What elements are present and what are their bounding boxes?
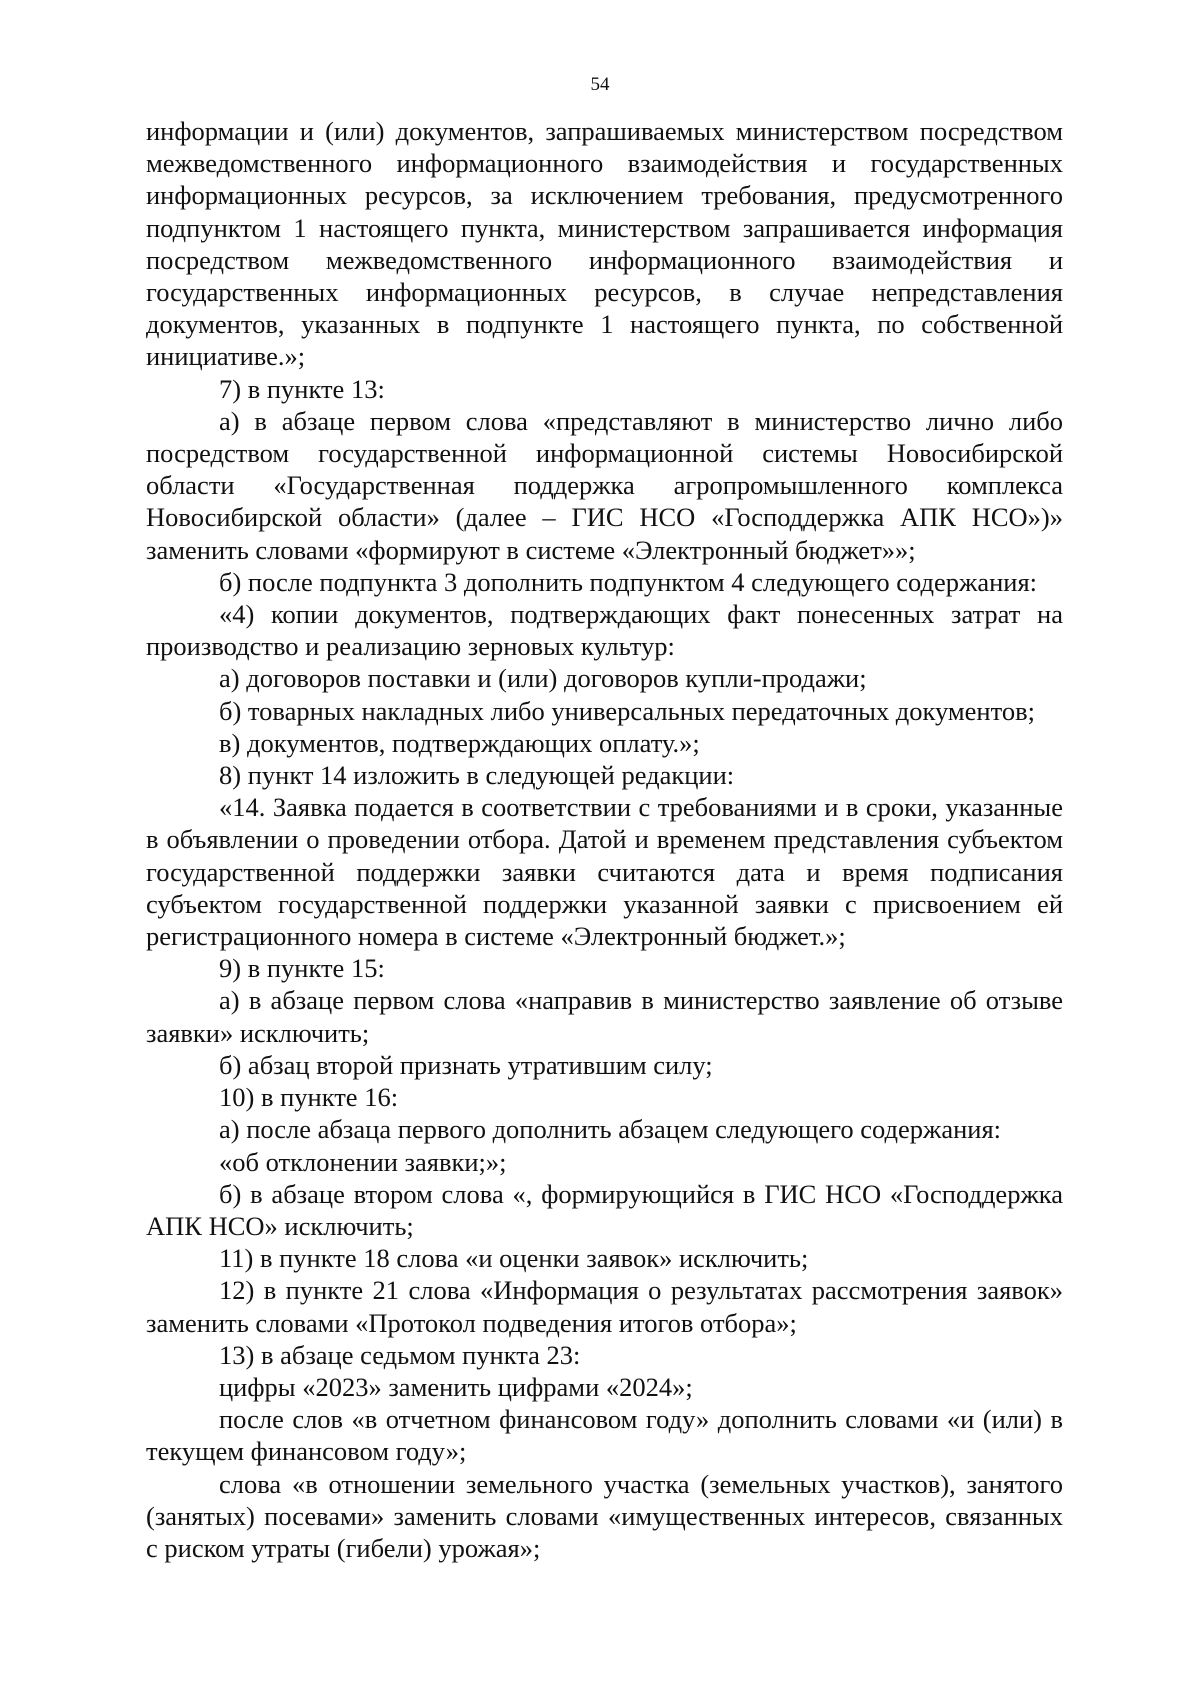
paragraph-item-9: 9) в пункте 15: bbox=[219, 953, 385, 984]
paragraph-quote-4: «4) копии документов, подтверждающих факт понесенных затрат на производство и реализацию зерновых культур: bbox=[146, 599, 1063, 662]
document-body bbox=[146, 115, 1063, 1564]
paragraph-quote-rejection: «об отклонении заявки;»; bbox=[219, 1146, 507, 1177]
paragraph-quote-4v: в) документов, подтверждающих оплату.»; bbox=[219, 727, 700, 758]
paragraph-item-10a: а) после абзаца первого дополнить абзацем следующего содержания: bbox=[219, 1114, 1001, 1145]
paragraph-item-9a: а) в абзаце первом слова «направив в министерство заявление об отзыве заявки» исключить; bbox=[146, 985, 1063, 1048]
paragraph-continuation: информации и (или) документов, запрашиваемых министерством посредством межведомственного информационного взаимодействия и государственных информационных ресурсов, за исключением требования, предусмотренного подпунктом 1 настоящего пункта, министерством запрашивается информация посредством межведомственного информационного взаимодействия и государственных информационных ресурсов, в случае непредставления документов, указанных в подпункте 1 настоящего пункта, по собственной инициативе.»; bbox=[146, 116, 1063, 372]
paragraph-item-7: 7) в пункте 13: bbox=[219, 373, 385, 404]
paragraph-item-8: 8) пункт 14 изложить в следующей редакции: bbox=[219, 760, 735, 791]
paragraph-quote-14: «14. Заявка подается в соответствии с требованиями и в сроки, указанные в объявлении о проведении отбора. Датой и временем представления субъектом государственной поддержки заявки считаются дата и время подписания субъектом государственной поддержки указанной заявки с присвоением ей регистрационного номера в системе «Электронный бюджет.»; bbox=[146, 792, 1063, 952]
paragraph-item-13-words: после слов «в отчетном финансовом году» дополнить словами «и (или) в текущем финансовом году»; bbox=[146, 1404, 1063, 1467]
paragraph-item-10: 10) в пункте 16: bbox=[219, 1082, 399, 1113]
paragraph-item-13: 13) в абзаце седьмом пункта 23: bbox=[219, 1339, 581, 1370]
paragraph-item-12: 12) в пункте 21 слова «Информация о результатах рассмотрения заявок» заменить словами «Протокол подведения итогов отбора»; bbox=[146, 1275, 1063, 1338]
paragraph-item-13-digits: цифры «2023» заменить цифрами «2024»; bbox=[219, 1371, 693, 1402]
paragraph-item-9b: б) абзац второй признать утратившим силу; bbox=[219, 1049, 713, 1080]
paragraph-item-7b: б) после подпункта 3 дополнить подпунктом 4 следующего содержания: bbox=[219, 566, 1037, 597]
paragraph-item-11: 11) в пункте 18 слова «и оценки заявок» исключить; bbox=[219, 1243, 809, 1274]
paragraph-item-10b: б) в абзаце втором слова «, формирующийся в ГИС НСО «Господдержка АПК НСО» исключить; bbox=[146, 1178, 1063, 1241]
paragraph-quote-4b: б) товарных накладных либо универсальных передаточных документов; bbox=[219, 695, 1035, 726]
paragraph-item-13-land: слова «в отношении земельного участка (земельных участков), занятого (занятых) посевами» заменить словами «имущественных интересов, связанных с риском утраты (гибели) урожая»; bbox=[146, 1468, 1063, 1563]
paragraph-item-7a: а) в абзаце первом слова «представляют в министерство лично либо посредством государственной информационной системы Новосибирской области «Государственная поддержка агропромышленного комплекса Новосибирской области» (далее – ГИС НСО «Господдержка АПК НСО»)» заменить словами «формируют в системе «Электронный бюджет»»; bbox=[146, 405, 1063, 565]
paragraph-quote-4a: а) договоров поставки и (или) договоров купли-продажи; bbox=[219, 663, 867, 694]
page-number: 54 bbox=[590, 74, 610, 95]
